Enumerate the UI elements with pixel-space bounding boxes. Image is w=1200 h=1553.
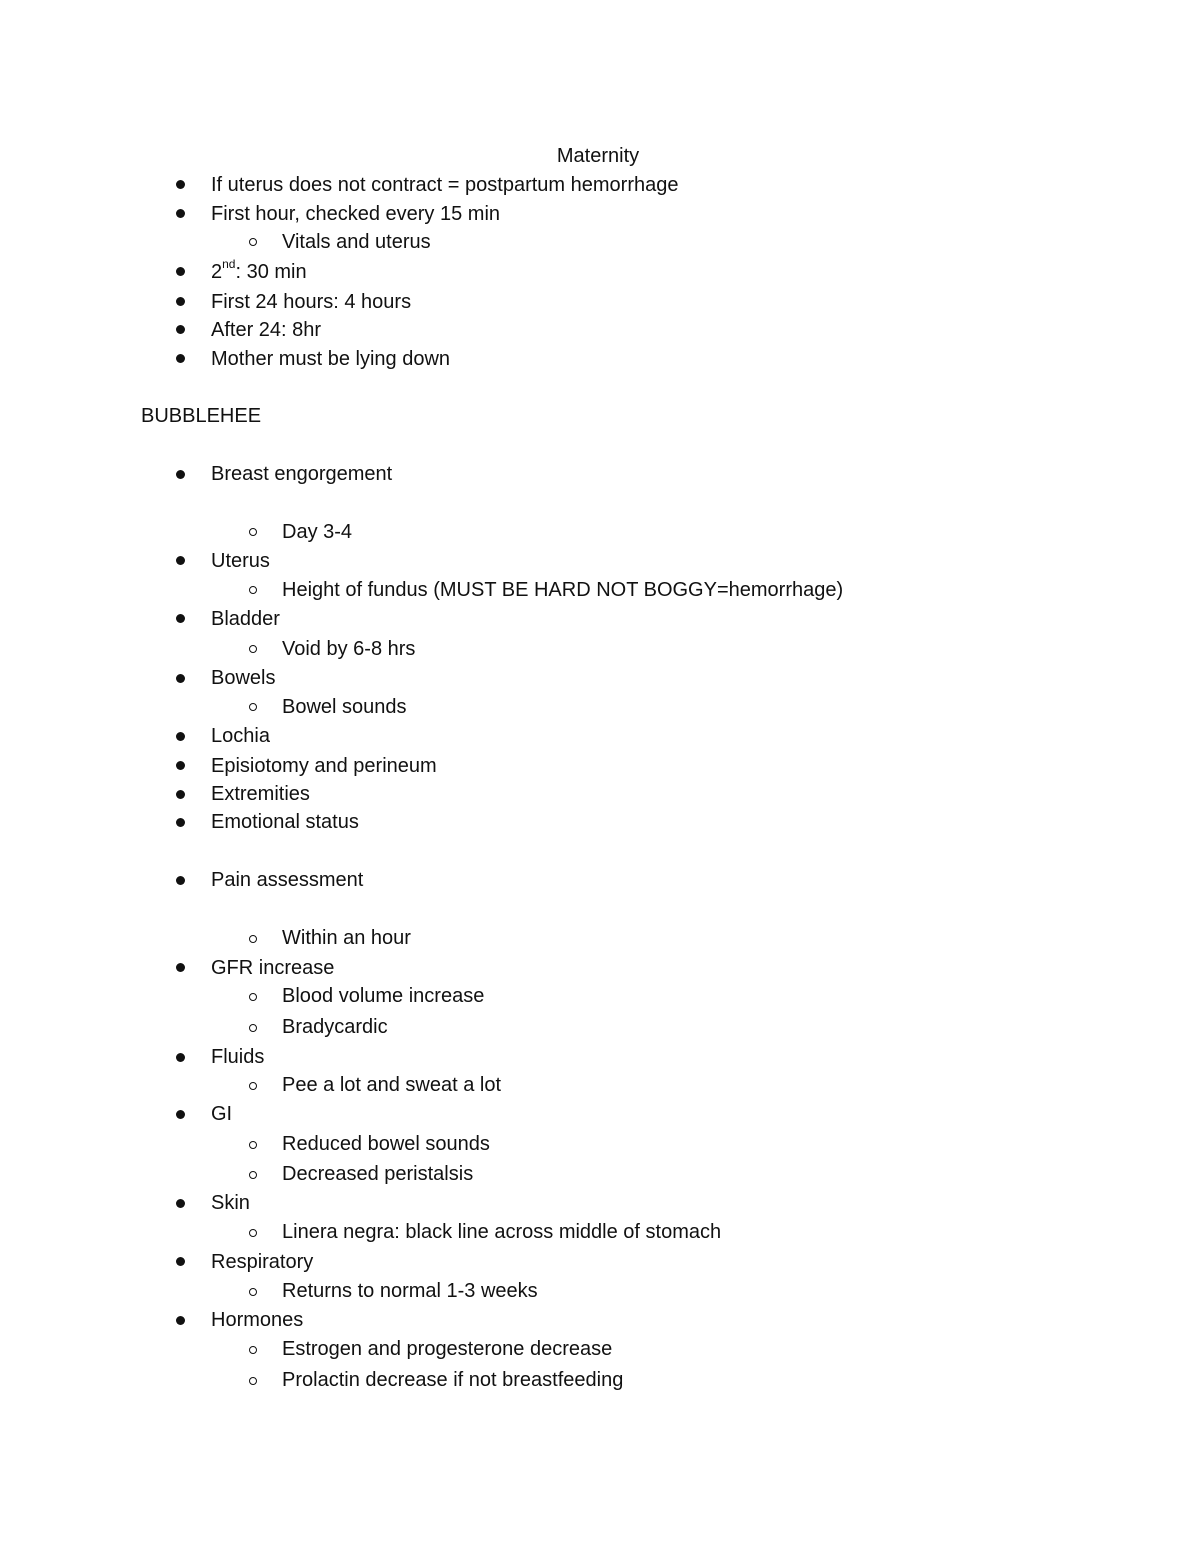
sub-list-item: Void by 6-8 hrs: [282, 638, 416, 660]
list-item: Skin: [211, 1192, 250, 1214]
sub-list-item: Pee a lot and sweat a lot: [282, 1074, 502, 1096]
list-item: Breast engorgement: [211, 463, 393, 485]
bullet-marker: [176, 470, 185, 479]
bullet-marker: [176, 614, 185, 623]
bullet-marker: [176, 297, 185, 306]
bullet-marker: [176, 354, 185, 363]
bullet-marker: [176, 761, 185, 770]
sub-bullet-marker: [249, 703, 257, 711]
sub-bullet-marker: [249, 238, 257, 246]
sub-list-item: Bowel sounds: [282, 696, 407, 718]
ordinal-number: 2: [211, 261, 223, 283]
bullet-marker: [176, 732, 185, 741]
list-item: Emotional status: [211, 811, 359, 833]
sub-list-item: Day 3-4: [282, 521, 353, 543]
sub-bullet-marker: [249, 935, 257, 943]
sub-bullet-marker: [249, 1082, 257, 1090]
sub-bullet-marker: [249, 1024, 257, 1032]
sub-list-item: Bradycardic: [282, 1016, 388, 1038]
list-item: Lochia: [211, 725, 270, 747]
sub-list-item: Blood volume increase: [282, 985, 485, 1007]
sub-list-item: Reduced bowel sounds: [282, 1133, 490, 1155]
bullet-marker: [176, 325, 185, 334]
bullet-marker: [176, 209, 185, 218]
list-item: Pain assessment: [211, 869, 364, 891]
list-item: GI: [211, 1103, 233, 1125]
list-item: Episiotomy and perineum: [211, 755, 437, 777]
list-item: Bowels: [211, 667, 276, 689]
list-item: Fluids: [211, 1046, 265, 1068]
sub-bullet-marker: [249, 528, 257, 536]
list-item: [211, 257, 307, 284]
bullet-marker: [176, 1053, 185, 1062]
sub-bullet-marker: [249, 645, 257, 653]
bullet-marker: [176, 818, 185, 827]
bullet-marker: [176, 876, 185, 885]
list-item: If uterus does not contract = postpartum hemorrhage: [211, 174, 679, 196]
sub-bullet-marker: [249, 1346, 257, 1354]
sub-bullet-marker: [249, 1377, 257, 1385]
bullet-marker: [176, 963, 185, 972]
bullet-marker: [176, 1199, 185, 1208]
bullet-marker: [176, 674, 185, 683]
list-item: Hormones: [211, 1309, 304, 1331]
bullet-marker: [176, 267, 185, 276]
sub-bullet-marker: [249, 1229, 257, 1237]
sub-bullet-marker: [249, 1141, 257, 1149]
page-title: Maternity: [556, 145, 640, 167]
sub-list-item: Within an hour: [282, 927, 411, 949]
sub-list-item: Linera negra: black line across middle of stomach: [282, 1221, 722, 1243]
bullet-marker: [176, 1316, 185, 1325]
list-item: First hour, checked every 15 min: [211, 203, 501, 225]
list-item: Mother must be lying down: [211, 348, 451, 370]
sub-list-item: Prolactin decrease if not breastfeeding: [282, 1369, 624, 1391]
sub-list-item: Returns to normal 1-3 weeks: [282, 1280, 538, 1302]
bullet-marker: [176, 180, 185, 189]
sub-bullet-marker: [249, 993, 257, 1001]
list-item: Extremities: [211, 783, 310, 805]
list-item: Bladder: [211, 608, 280, 630]
list-item: Respiratory: [211, 1251, 314, 1273]
bullet-marker: [176, 790, 185, 799]
bullet-marker: [176, 1110, 185, 1119]
sub-list-item: Height of fundus (MUST BE HARD NOT BOGGY=hemorrhage): [282, 579, 844, 601]
sub-list-item: Vitals and uterus: [282, 231, 431, 253]
list-item: Uterus: [211, 550, 270, 572]
bullet-marker: [176, 1257, 185, 1266]
bullet-marker: [176, 556, 185, 565]
sub-list-item: Estrogen and progesterone decrease: [282, 1338, 613, 1360]
list-item: After 24: 8hr: [211, 319, 322, 341]
list-item: GFR increase: [211, 957, 335, 979]
section-heading: BUBBLEHEE: [141, 405, 262, 427]
sub-bullet-marker: [249, 586, 257, 594]
list-item-text: : 30 min: [235, 261, 307, 283]
sub-list-item: Decreased peristalsis: [282, 1163, 474, 1185]
ordinal-suffix: nd: [222, 257, 236, 272]
list-item: First 24 hours: 4 hours: [211, 291, 412, 313]
sub-bullet-marker: [249, 1288, 257, 1296]
sub-bullet-marker: [249, 1171, 257, 1179]
